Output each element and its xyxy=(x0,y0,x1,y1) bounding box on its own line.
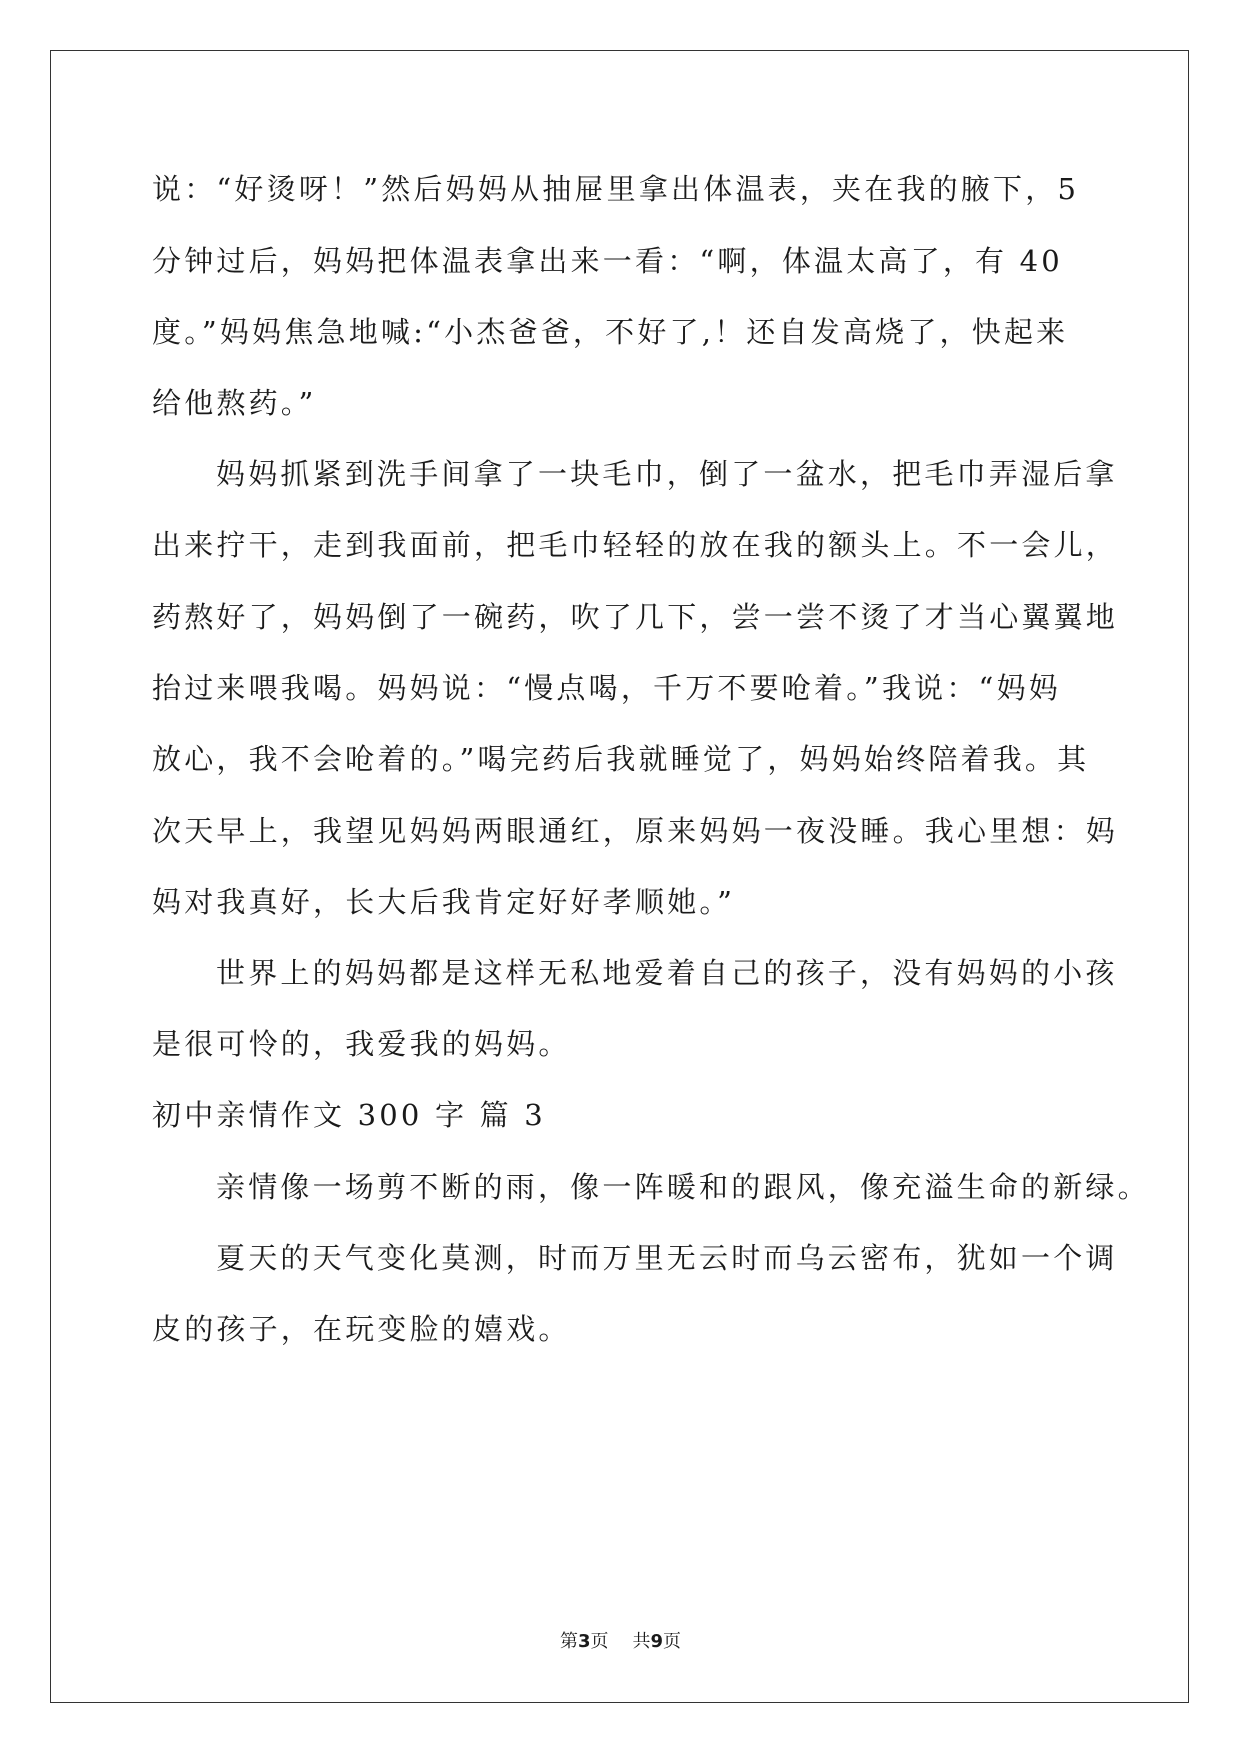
page-current-number: 3 xyxy=(577,1631,591,1652)
paragraph-line: 妈对我真好，长大后我肯定好好孝顺她。” xyxy=(152,885,736,919)
paragraph-line: 妈妈抓紧到洗手间拿了一块毛巾，倒了一盆水，把毛巾弄湿后拿 xyxy=(216,457,1118,491)
paragraph-line: 夏天的天气变化莫测，时而万里无云时而乌云密布，犹如一个调 xyxy=(216,1241,1118,1275)
paragraph-line: 出来拧干，走到我面前，把毛巾轻轻的放在我的额头上。不一会儿， xyxy=(152,528,1119,562)
page-total-number: 9 xyxy=(650,1631,664,1652)
paragraph-line: 抬过来喂我喝。妈妈说：“慢点喝，千万不要呛着。”我说：“妈妈 xyxy=(152,671,1061,705)
page-label-suffix: 页 xyxy=(590,1631,609,1652)
section-heading: 初中亲情作文 300 字 篇 3 xyxy=(152,1098,546,1132)
paragraph-line: 给他熬药。” xyxy=(152,386,317,420)
paragraph-line: 皮的孩子，在玩变脸的嬉戏。 xyxy=(152,1312,571,1346)
paragraph-line: 次天早上，我望见妈妈两眼通红，原来妈妈一夜没睡。我心里想：妈 xyxy=(152,814,1119,848)
total-label-prefix: 共 xyxy=(632,1631,651,1652)
page-footer xyxy=(0,1631,1241,1653)
paragraph-line: 药熬好了，妈妈倒了一碗药，吹了几下，尝一尝不烫了才当心翼翼地 xyxy=(152,600,1119,634)
paragraph-line: 说：“好烫呀！”然后妈妈从抽屉里拿出体温表，夹在我的腋下，5 xyxy=(152,172,1080,206)
paragraph-line: 亲情像一场剪不断的雨，像一阵暖和的跟风，像充溢生命的新绿。 xyxy=(216,1170,1150,1204)
page-label-prefix: 第 xyxy=(559,1631,578,1652)
paragraph-line: 是很可怜的，我爱我的妈妈。 xyxy=(152,1027,571,1061)
paragraph-line: 世界上的妈妈都是这样无私地爱着自己的孩子，没有妈妈的小孩 xyxy=(216,956,1118,990)
paragraph-line: 度。”妈妈焦急地喊:“小杰爸爸，不好了,！还自发高烧了，快起来 xyxy=(152,315,1069,349)
paragraph-line: 放心，我不会呛着的。”喝完药后我就睡觉了，妈妈始终陪着我。其 xyxy=(152,742,1090,776)
page-border xyxy=(50,50,1189,1703)
paragraph-line: 分钟过后，妈妈把体温表拿出来一看：“啊，体温太高了，有 40 xyxy=(152,244,1063,278)
total-label-suffix: 页 xyxy=(663,1631,682,1652)
